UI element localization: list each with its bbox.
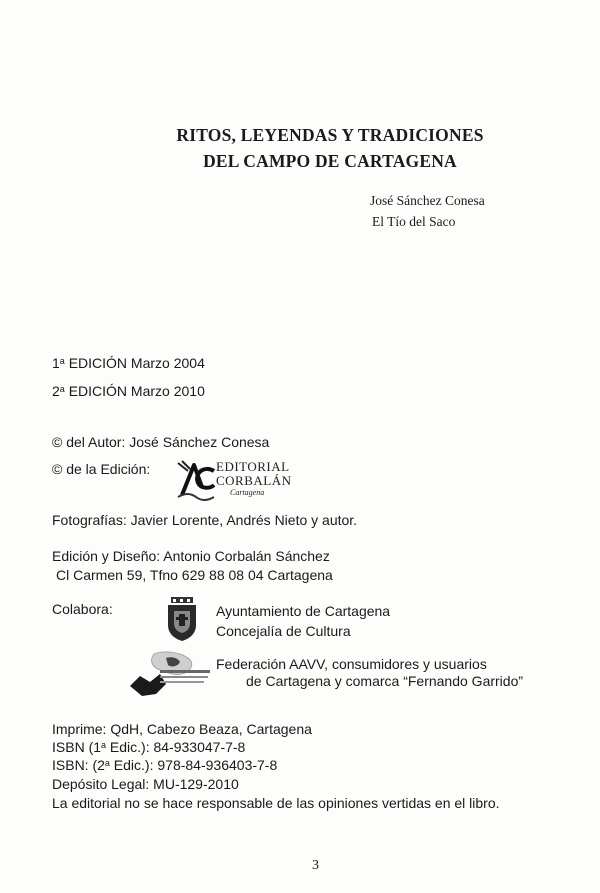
publisher-logo-line1: EDITORIAL [216, 459, 290, 474]
edition-1-num: 1 [52, 355, 60, 371]
edition-1-sup: a [59, 356, 65, 366]
edition-2-sup: a [59, 384, 65, 394]
author-name: José Sánchez Conesa [370, 193, 485, 208]
printer-info: Imprime: QdH, Cabezo Beaza, Cartagena [52, 721, 312, 737]
isbn2-value: Edic.): 978-84-936403-7-8 [109, 757, 278, 773]
page-number: 3 [312, 858, 319, 873]
collaborators-label: Colabora: [52, 601, 113, 617]
isbn-second-edition [52, 757, 277, 773]
isbn1-value: Edic.): 84-933047-7-8 [106, 739, 246, 755]
title-line-1: RITOS, LEYENDAS Y TRADICIONES [176, 125, 484, 145]
isbn2-prefix: ISBN: (2 [52, 757, 105, 773]
edition-1 [52, 355, 205, 371]
collaborator-2-line2: de Cartagena y comarca “Fernando Garrido” [246, 673, 524, 689]
federation-logo-icon [130, 650, 212, 698]
design-credit: Edición y Diseño: Antonio Corbalán Sánchez [52, 548, 330, 564]
corbalan-logo-icon [174, 457, 218, 501]
author-alias: El Tío del Saco [372, 214, 456, 229]
edition-2 [52, 383, 205, 399]
disclaimer: La editorial no se hace responsable de las opiniones vertidas en el libro. [52, 795, 500, 811]
publisher-logo-line2: CORBALÁN [216, 473, 292, 488]
edition-2-text: EDICIÓN Marzo 2010 [64, 383, 205, 399]
publisher-logo-line3: Cartagena [230, 488, 265, 497]
collaborator-1-line2: Concejalía de Cultura [216, 623, 351, 639]
collaborator-1-line1: Ayuntamiento de Cartagena [216, 603, 391, 619]
book-title [120, 122, 540, 174]
publisher-logo [174, 457, 304, 503]
isbn1-sup: a [101, 740, 107, 750]
isbn2-sup: a [104, 758, 110, 768]
design-address: Cl Carmen 59, Tfno 629 88 08 04 Cartagena [56, 567, 333, 583]
photos-credit: Fotografías: Javier Lorente, Andrés Nieto y autor. [52, 512, 358, 528]
legal-deposit: Depósito Legal: MU-129-2010 [52, 776, 239, 792]
edition-1-text: EDICIÓN Marzo 2004 [64, 355, 205, 371]
edition-2-num: 2 [52, 383, 60, 399]
isbn1-prefix: ISBN (1 [52, 739, 102, 755]
collaborator-2-line1: Federación AAVV, consumidores y usuarios [216, 656, 487, 672]
copyright-author: © del Autor: José Sánchez Conesa [52, 434, 270, 450]
copyright-edition-label: © de la Edición: [52, 461, 151, 477]
city-coat-of-arms-icon [165, 597, 199, 641]
isbn-first-edition [52, 739, 245, 755]
title-line-2: DEL CAMPO DE CARTAGENA [203, 151, 457, 171]
